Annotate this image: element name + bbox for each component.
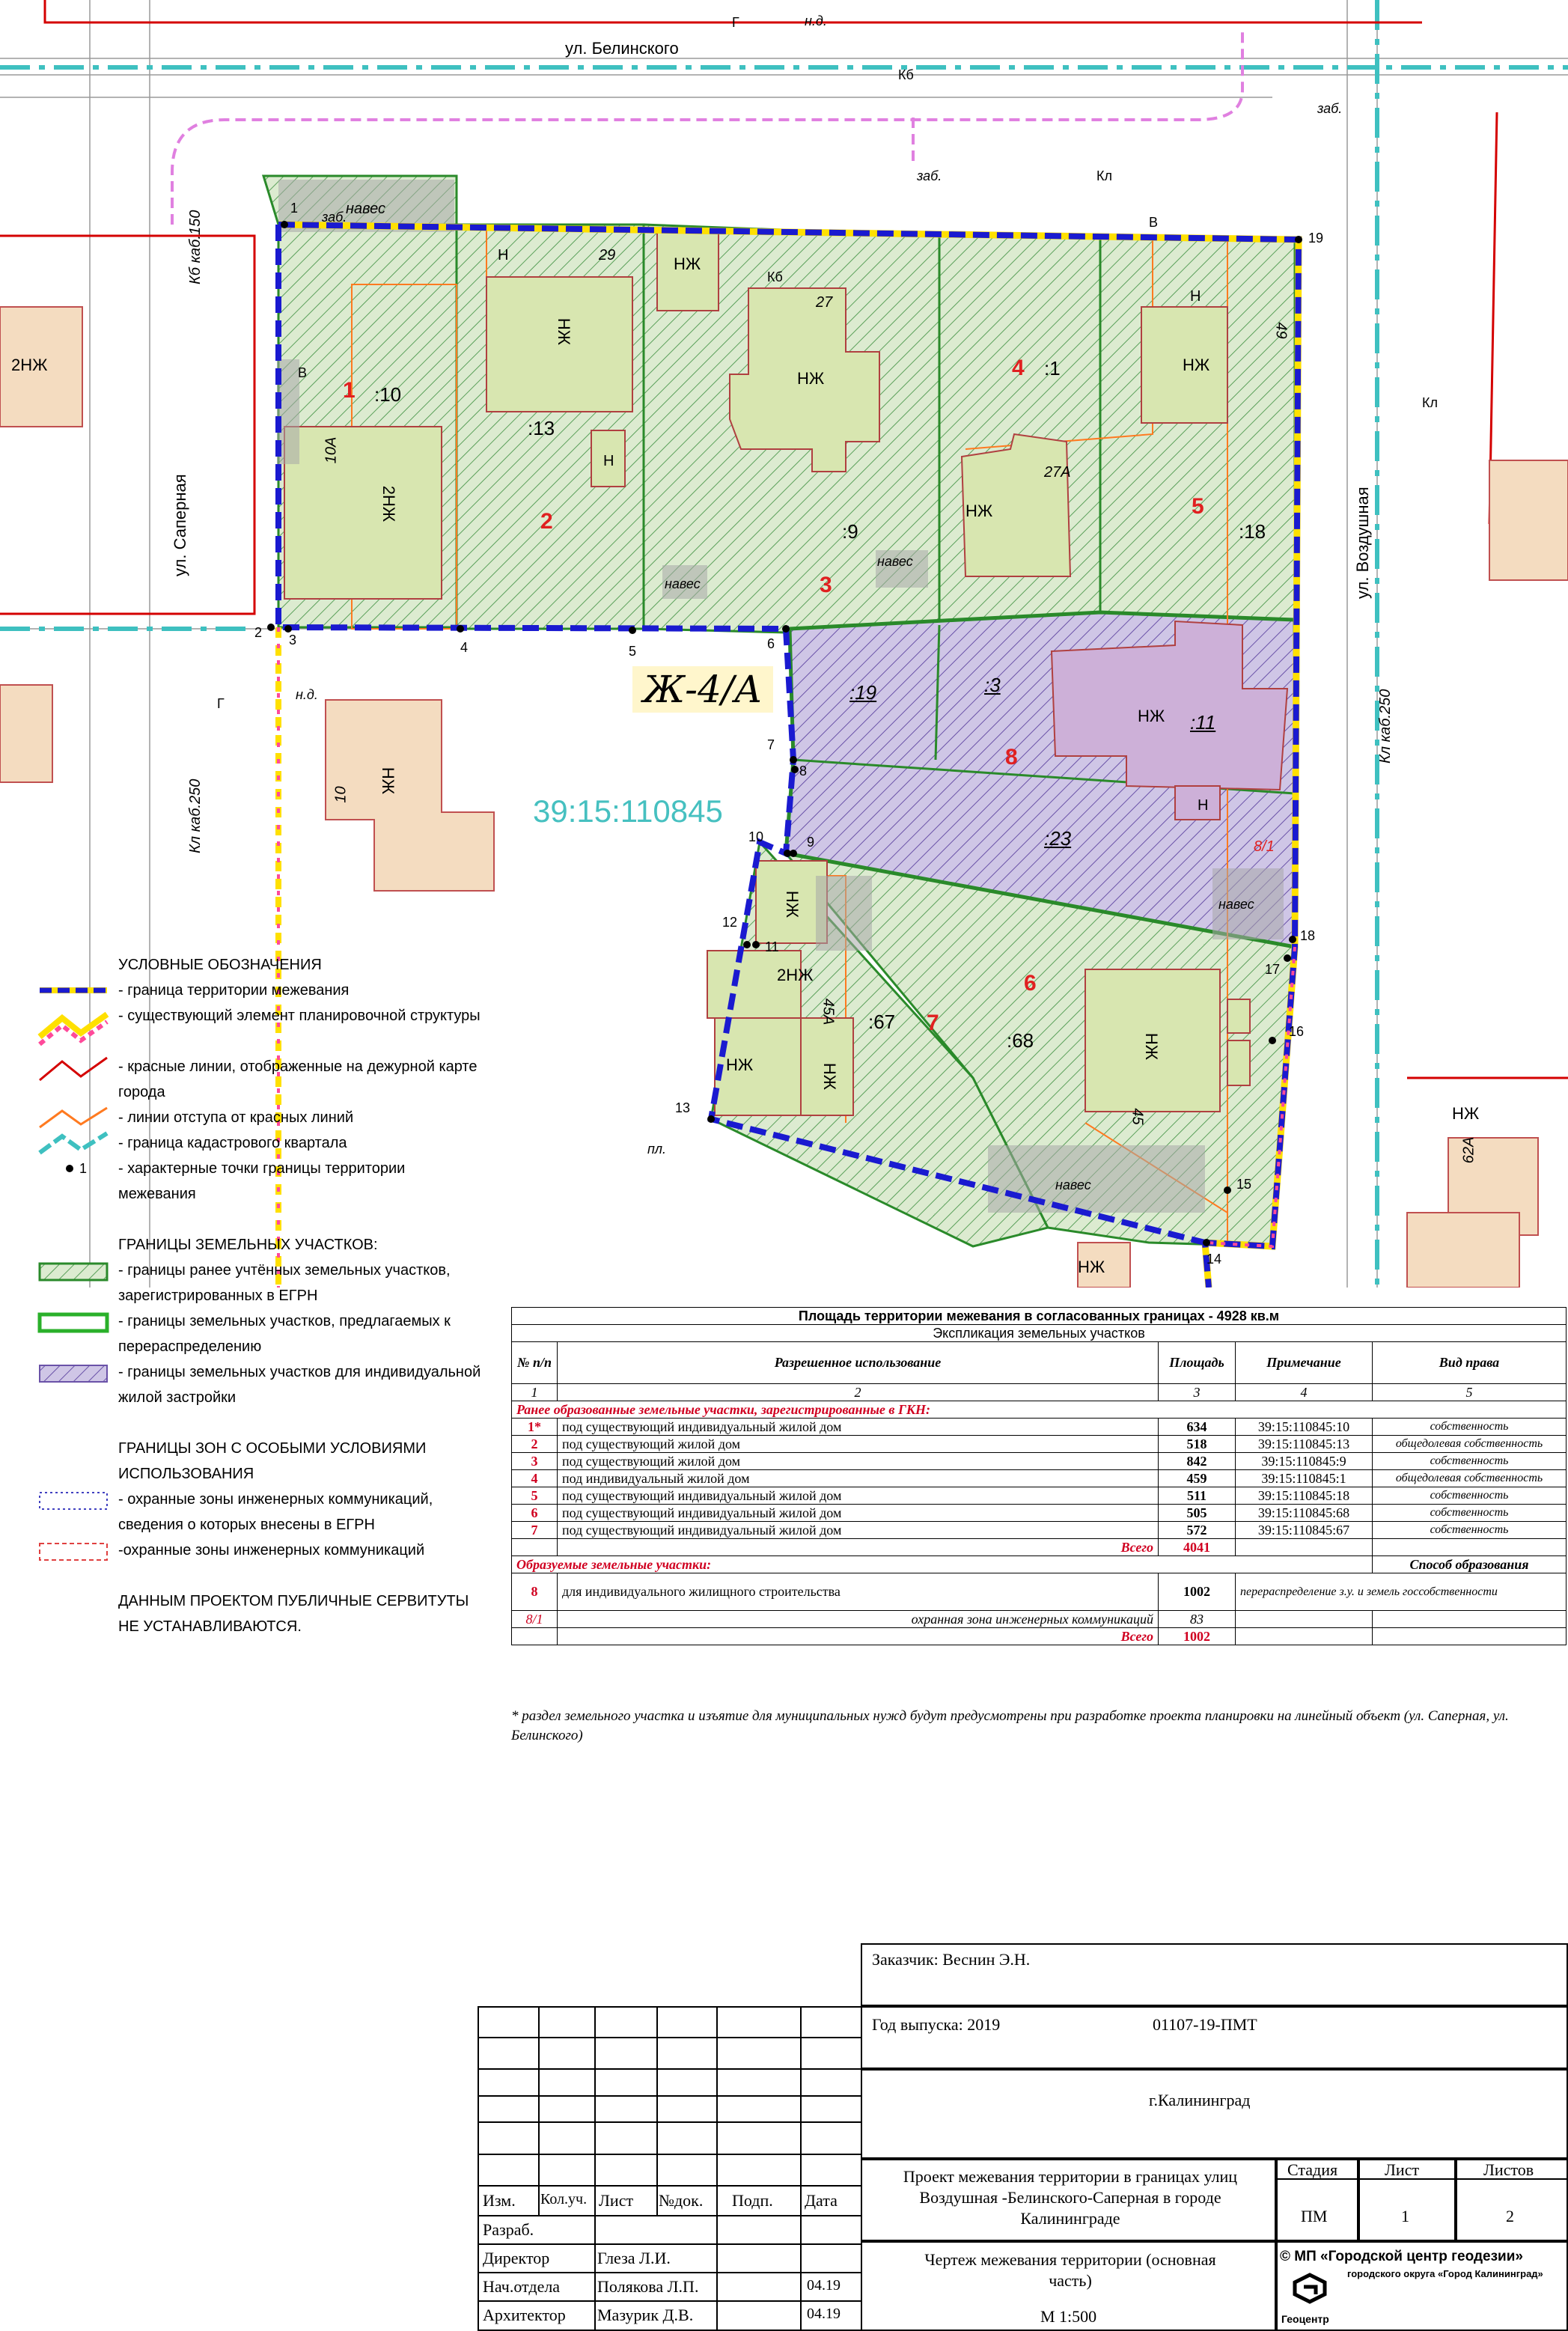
col-number: 2 (558, 1384, 1159, 1401)
section-header: Образуемые земельные участки: (512, 1556, 1373, 1573)
parcel-number: 6 (1024, 971, 1037, 996)
stamp-date: 04.19 (807, 2277, 841, 2294)
small-cad: :19 (849, 681, 877, 704)
utility-label: В (1149, 215, 1159, 230)
fence-label: заб. (322, 210, 347, 225)
legend-point-number: 1 (79, 1161, 88, 1176)
cable-label: Кл каб.250 (1377, 689, 1394, 764)
row-number: 1* (512, 1419, 558, 1436)
point-label: 9 (807, 835, 815, 850)
method-header: Способ образования (1373, 1556, 1567, 1573)
zone-8-1-label: 8/1 (1254, 838, 1275, 855)
row-use: под существующий индивидуальный жилой дом (558, 1505, 1159, 1522)
point-label: 3 (289, 633, 297, 648)
small-cad: :3 (984, 674, 1001, 696)
stamp-sheets-header: Листов (1483, 2160, 1534, 2179)
point-label: 7 (767, 737, 775, 752)
logo-text: Геоцентр (1281, 2313, 1329, 2325)
footnote: * раздел земельного участка и изъятие для муниципальных нужд будут предусмотрены при разработке проекта планировки на линейный объект (ул. Саперная, ул. Белинского) (511, 1708, 1509, 1743)
stamp-name: Мазурик Д.В. (597, 2306, 694, 2324)
stamp-drawing: Чертеж межевания территории (основная часть) (924, 2250, 1216, 2290)
shed-label: навес (877, 554, 913, 569)
stamp-role: Архитектор (483, 2306, 566, 2324)
col-number: 3 (1159, 1384, 1236, 1401)
zone-row-number: 8/1 (512, 1611, 558, 1628)
legend-item: - охранные зоны инженерных коммуникаций, сведения о которых внесены в ЕГРН (36, 1487, 485, 1538)
quarter-number: 39:15:110845 (533, 793, 723, 829)
building-label: НЖ (965, 502, 993, 520)
stamp-city: г.Калининград (1149, 2091, 1251, 2109)
point-label: 8 (799, 764, 808, 778)
parcel-cad: :18 (1239, 520, 1266, 543)
utility-label: В (298, 365, 308, 380)
parcel-number: 7 (927, 1011, 939, 1035)
legend-item: -охранные зоны инженерных коммуникаций (36, 1538, 485, 1563)
row-number: 4 (512, 1470, 558, 1487)
new-row-number: 8 (512, 1573, 558, 1611)
point-label: 6 (767, 636, 775, 651)
utility-label: Кб (767, 269, 783, 284)
stamp-col: №док. (659, 2191, 704, 2210)
building-label: НЖ (555, 317, 574, 346)
street-label-belinskogo: ул. Белинского (565, 39, 679, 58)
stamp-col: Кол.уч. (540, 2191, 588, 2207)
point-label: 17 (1265, 962, 1281, 977)
building-label: НЖ (379, 767, 398, 795)
row-area: 842 (1159, 1453, 1236, 1470)
street-label-sapernaya: ул. Саперная (171, 474, 189, 576)
row-use: под существующий индивидуальный жилой дом (558, 1419, 1159, 1436)
row-note: 39:15:110845:13 (1236, 1436, 1373, 1453)
row-area: 572 (1159, 1522, 1236, 1539)
building-label: НЖ (820, 1062, 840, 1091)
row-right: собственность (1373, 1419, 1567, 1436)
fence-label: заб. (1317, 101, 1343, 116)
total-label: Всего (558, 1628, 1159, 1645)
stamp-code: 01107-19-ПМТ (1153, 2015, 1257, 2034)
legend-item: - границы ранее учтённых земельных участков, зарегистрированных в ЕГРН (36, 1258, 485, 1308)
explication-title: Площадь территории межевания в согласованных границах - 4928 кв.м (512, 1308, 1567, 1325)
stamp-role: Нач.отдела (483, 2277, 561, 2296)
row-area: 459 (1159, 1470, 1236, 1487)
parcel-cad: :13 (528, 417, 555, 439)
parcel-number: 3 (820, 573, 832, 597)
col-number: 4 (1236, 1384, 1373, 1401)
house-number: 49 (1272, 322, 1290, 339)
building-label: НЖ (1078, 1258, 1105, 1276)
stamp-org: © МП «Городской центр геодезии» (1280, 2249, 1523, 2264)
shed-label: навес (346, 201, 386, 217)
new-row-method: перераспределение з.у. и земель госсобственности (1236, 1573, 1567, 1611)
row-use: под индивидуальный жилой дом (558, 1470, 1159, 1487)
stamp-name: Полякова Л.П. (597, 2277, 699, 2296)
table-row (512, 1470, 1567, 1487)
stamp-col: Изм. (483, 2191, 516, 2210)
parcel-cad: :23 (1044, 827, 1072, 850)
parcel-number: 8 (1005, 745, 1018, 770)
point-label: 5 (629, 644, 637, 659)
table-row (512, 1505, 1567, 1522)
stamp-sheets: 2 (1506, 2207, 1514, 2225)
point-label: 18 (1300, 928, 1316, 943)
building-label: 2НЖ (11, 356, 48, 374)
shed-label: навес (1218, 897, 1254, 912)
legend-symbol-egrn-zone (36, 1487, 118, 1538)
point-label: 16 (1289, 1024, 1305, 1039)
house-number: 27А (1044, 464, 1071, 481)
row-note: 39:15:110845:10 (1236, 1419, 1373, 1436)
legend-item: - красные линии, отображенные на дежурной карте города (36, 1054, 485, 1105)
legend-parcels-title: ГРАНИЦЫ ЗЕМЕЛЬНЫХ УЧАСТКОВ: (118, 1237, 378, 1253)
legend-item: - существующий элемент планировочной структуры (36, 1003, 485, 1054)
col-header: Вид права (1373, 1342, 1567, 1384)
table-row (512, 1487, 1567, 1505)
col-number: 5 (1373, 1384, 1567, 1401)
point-label: 15 (1236, 1177, 1252, 1192)
stamp-sheet-header: Лист (1385, 2160, 1420, 2179)
point-label: 13 (675, 1100, 691, 1115)
stamp-role: Разраб. (483, 2220, 534, 2239)
row-note: 39:15:110845:1 (1236, 1470, 1373, 1487)
stamp-date: 04.19 (807, 2306, 841, 2322)
legend-item: - граница территории межевания (36, 978, 485, 1003)
row-number: 2 (512, 1436, 558, 1453)
stamp-year: Год выпуска: 2019 (872, 2015, 1001, 2034)
zone-row-area: 83 (1159, 1611, 1236, 1628)
row-right: собственность (1373, 1522, 1567, 1539)
total-value: 1002 (1159, 1628, 1236, 1645)
building-label: 2НЖ (379, 485, 399, 522)
house-number: 62А (1460, 1136, 1477, 1164)
row-number: 3 (512, 1453, 558, 1470)
point-label: 14 (1206, 1252, 1222, 1267)
stamp-role: Директор (483, 2249, 550, 2267)
geocenter-logo-icon (1287, 2272, 1337, 2314)
stamp-col: Дата (805, 2191, 838, 2210)
building-label: НЖ (1183, 356, 1210, 374)
parcel-cad: :67 (868, 1011, 896, 1033)
building-label: НЖ (1138, 707, 1165, 725)
row-area: 511 (1159, 1487, 1236, 1505)
zone-label: Ж-4/А (632, 666, 773, 713)
legend-item: - линии отступа от красных линий (36, 1105, 485, 1130)
point-label: 4 (460, 640, 469, 655)
building-label: Н (1190, 288, 1201, 305)
legend-item: - границы земельных участков для индивидуальной жилой застройки (36, 1359, 485, 1410)
row-use: под существующий жилой дом (558, 1453, 1159, 1470)
utility-label: Кл (1096, 168, 1112, 183)
legend-symbol-setback-lines (36, 1105, 118, 1130)
new-row-use: для индивидуального жилищного строительства (558, 1573, 1159, 1611)
row-note: 39:15:110845:68 (1236, 1505, 1373, 1522)
house-number: 10А (323, 436, 340, 464)
row-right: общедолевая собственность (1373, 1470, 1567, 1487)
col-header: Площадь (1159, 1342, 1236, 1384)
legend-symbol-points (36, 1156, 118, 1207)
stamp-col: Лист (599, 2191, 634, 2210)
street-label-vozdushnaya: ул. Воздушная (1353, 487, 1372, 599)
new-row-area: 1002 (1159, 1573, 1236, 1611)
total-value: 4041 (1159, 1539, 1236, 1556)
row-use: под существующий индивидуальный жилой дом (558, 1522, 1159, 1539)
row-right: собственность (1373, 1487, 1567, 1505)
row-use: под существующий жилой дом (558, 1436, 1159, 1453)
legend-symbol-utility-zone (36, 1538, 118, 1563)
col-header: № п/п (512, 1342, 558, 1384)
legend-title: УСЛОВНЫЕ ОБОЗНАЧЕНИЯ (118, 957, 322, 973)
stamp-customer: Заказчик: Веснин Э.Н. (872, 1950, 1031, 1969)
building-label: 2НЖ (777, 966, 814, 984)
building-label: Н (1198, 797, 1209, 814)
utility-label: Г (732, 15, 739, 30)
point-label: 10 (748, 829, 764, 844)
legend-symbol-red-lines (36, 1054, 118, 1105)
parcel-number: 1 (343, 378, 356, 403)
col-header: Разрешенное использование (558, 1342, 1159, 1384)
parcel-cad: :68 (1007, 1029, 1034, 1052)
nd-label: н.д. (805, 13, 827, 28)
stamp-project: Проект межевания территории в границах улиц Воздушная -Белинского-Саперная в городе Калининграде (903, 2167, 1238, 2228)
legend-symbol-survey-boundary (36, 978, 118, 1003)
legend-item: 1 - характерные точки границы территории межевания (36, 1156, 485, 1207)
row-number: 6 (512, 1505, 558, 1522)
parcel-number: 5 (1192, 494, 1204, 519)
legend-symbol-quarter-border (36, 1130, 118, 1156)
legend-symbol-residential-parcel (36, 1359, 118, 1410)
stamp-city-cell (861, 2069, 1568, 2159)
stamp-org-sub: городского округа «Город Калининград» (1347, 2268, 1543, 2279)
row-number: 5 (512, 1487, 558, 1505)
legend-zones-title: ГРАНИЦЫ ЗОН С ОСОБЫМИ УСЛОВИЯМИ ИСПОЛЬЗОВАНИЯ (118, 1440, 427, 1482)
fence-label: заб. (917, 168, 942, 183)
utility-label: Г (217, 696, 225, 711)
row-use: под существующий индивидуальный жилой дом (558, 1487, 1159, 1505)
building-label: НЖ (797, 369, 825, 388)
total-label: Всего (558, 1539, 1159, 1556)
building-label: НЖ (783, 890, 802, 918)
shed-label: навес (1055, 1177, 1091, 1192)
building-label: НЖ (1452, 1104, 1480, 1123)
stamp-stage-header: Стадия (1287, 2160, 1338, 2179)
building-label: Н (603, 453, 614, 469)
cable-label: Кл каб.250 (187, 778, 204, 853)
cable-label: Кб каб.150 (187, 210, 204, 284)
legend-item: - границы земельных участков, предлагаемых к перераспределению (36, 1308, 485, 1359)
house-number: 45 (1129, 1108, 1146, 1125)
table-row (512, 1436, 1567, 1453)
building-label: НЖ (1142, 1032, 1162, 1061)
house-number: 10 (332, 786, 350, 803)
row-right: собственность (1373, 1505, 1567, 1522)
row-note: 39:15:110845:9 (1236, 1453, 1373, 1470)
explication-subtitle: Экспликация земельных участков (512, 1325, 1567, 1342)
legend (36, 952, 485, 1639)
utility-label: Кб (898, 67, 914, 82)
row-area: 634 (1159, 1419, 1236, 1436)
point-label: 12 (722, 915, 738, 930)
row-note: 39:15:110845:18 (1236, 1487, 1373, 1505)
building-label: НЖ (674, 255, 701, 273)
stamp-sheet: 1 (1401, 2207, 1409, 2225)
small-cad: :11 (1190, 711, 1216, 734)
stamp-name: Глеза Л.И. (597, 2249, 671, 2267)
parcel-cad: :9 (842, 520, 858, 543)
stamp-stage: ПМ (1301, 2207, 1328, 2225)
section-header: Ранее образованные земельные участки, зарегистрированные в ГКН: (512, 1401, 1567, 1419)
parcel-cad: :10 (374, 383, 402, 406)
point-label: 11 (765, 939, 779, 954)
table-row (512, 1522, 1567, 1539)
col-header: Примечание (1236, 1342, 1373, 1384)
point-label: 2 (254, 625, 263, 640)
stamp-col: Подп. (732, 2191, 773, 2210)
col-number: 1 (512, 1384, 558, 1401)
row-right: общедолевая собственность (1373, 1436, 1567, 1453)
legend-item: - граница кадастрового квартала (36, 1130, 485, 1156)
row-area: 505 (1159, 1505, 1236, 1522)
nd-label: н.д. (296, 687, 318, 702)
row-area: 518 (1159, 1436, 1236, 1453)
legend-footer: ДАННЫМ ПРОЕКТОМ ПУБЛИЧНЫЕ СЕРВИТУТЫ НЕ УСТАНАВЛИВАЮТСЯ. (118, 1593, 469, 1635)
row-right: собственность (1373, 1453, 1567, 1470)
utility-label: Кл (1422, 395, 1438, 410)
explication-table (511, 1307, 1567, 1645)
shed-label: навес (665, 576, 701, 591)
area-label: пл. (647, 1142, 667, 1157)
row-number: 7 (512, 1522, 558, 1539)
parcel-number: 2 (540, 509, 553, 534)
point-label: 1 (290, 201, 299, 216)
parcel-cad: :1 (1044, 357, 1061, 380)
stamp-scale: М 1:500 (1040, 2307, 1097, 2326)
legend-symbol-redistribution-parcel (36, 1308, 118, 1359)
house-number: 29 (599, 247, 616, 263)
building-label: НЖ (726, 1055, 754, 1074)
legend-symbol-registered-parcel (36, 1258, 118, 1308)
zone-row-use: охранная зона инженерных коммуникаций (558, 1611, 1159, 1628)
house-number: 45А (820, 998, 837, 1026)
house-number: 27 (816, 294, 833, 311)
building-label: Н (498, 247, 509, 263)
table-row (512, 1419, 1567, 1436)
parcel-number: 4 (1012, 356, 1025, 380)
row-note: 39:15:110845:67 (1236, 1522, 1373, 1539)
point-label: 19 (1308, 231, 1324, 246)
table-row (512, 1453, 1567, 1470)
legend-symbol-planning-structure (36, 1003, 118, 1054)
